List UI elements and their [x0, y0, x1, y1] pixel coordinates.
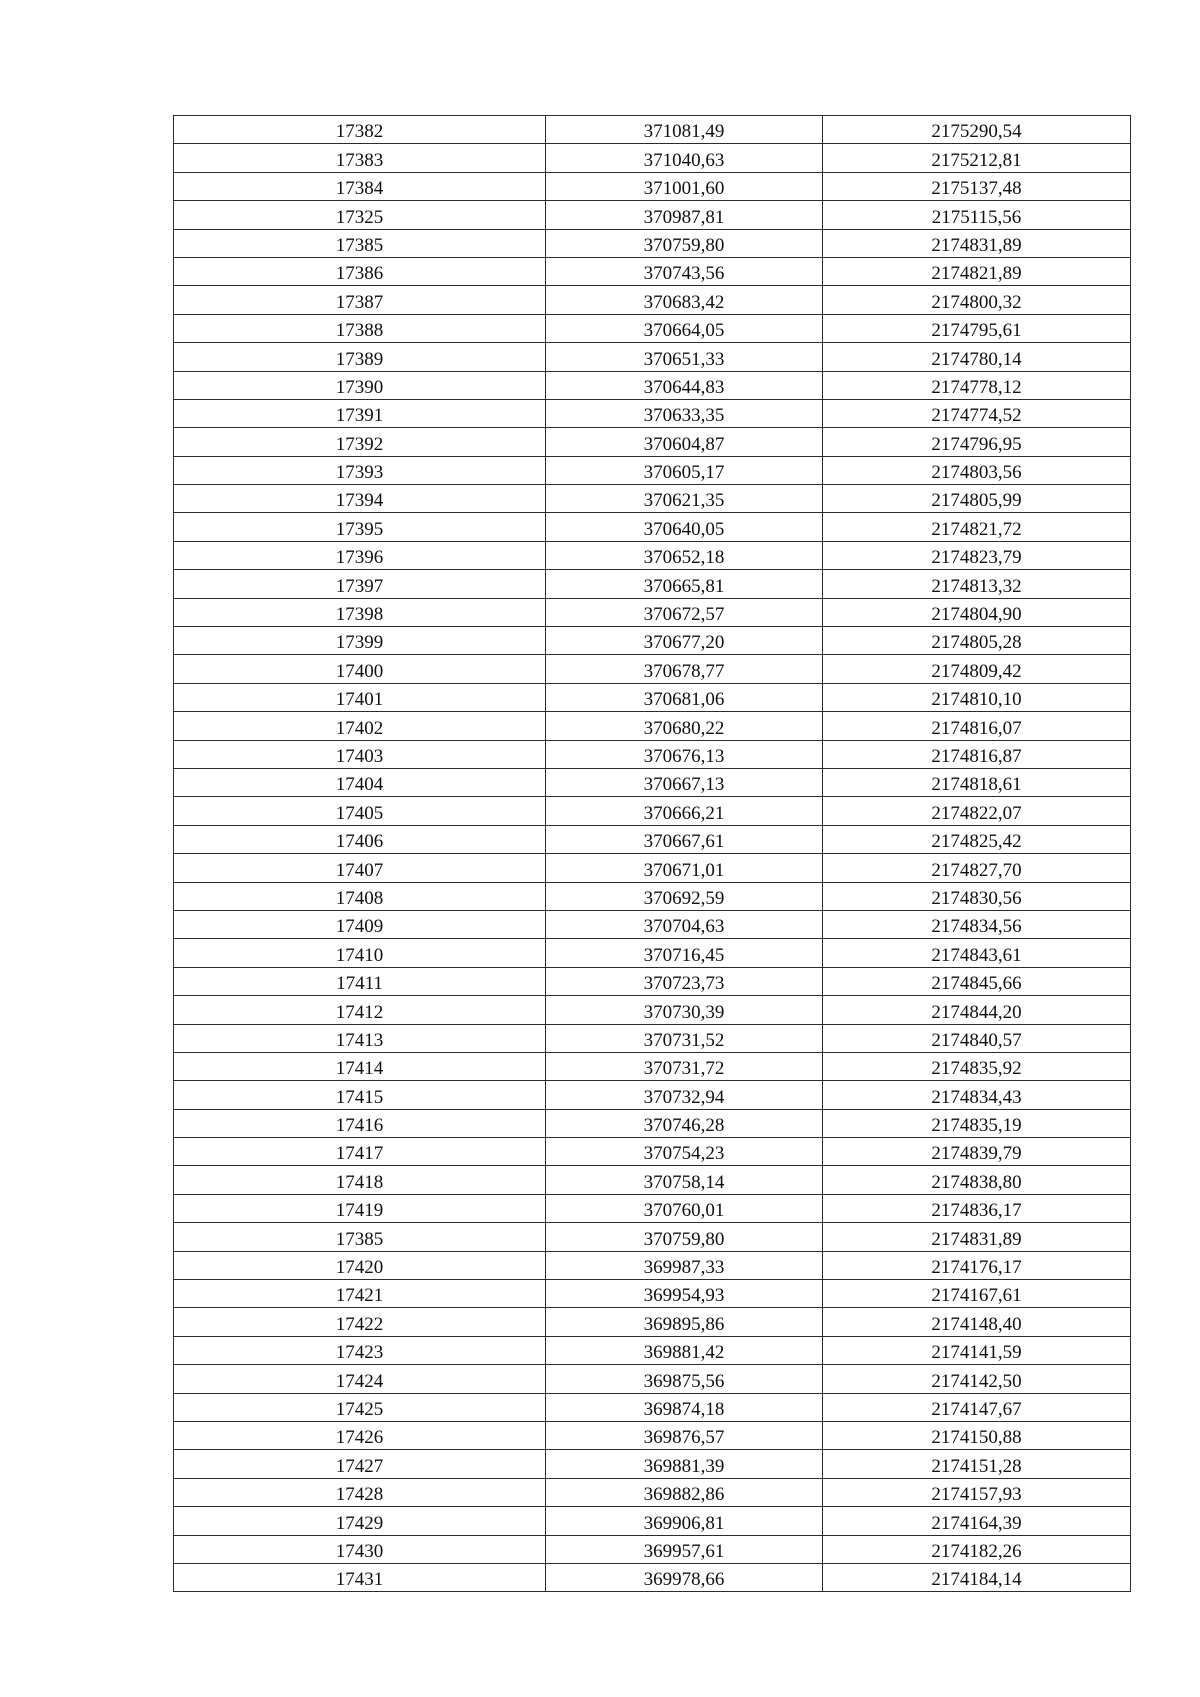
- y-coordinate-cell: 2174151,28: [823, 1450, 1131, 1478]
- point-number-cell: 17423: [174, 1336, 546, 1364]
- x-coordinate-cell: 369987,33: [546, 1251, 823, 1279]
- x-coordinate-cell: 370666,21: [546, 797, 823, 825]
- point-number-cell: 17411: [174, 967, 546, 995]
- table-row: [174, 116, 1131, 144]
- y-coordinate-cell: 2174795,61: [823, 314, 1131, 342]
- x-coordinate-cell: 369957,61: [546, 1535, 823, 1563]
- point-number-cell: 17431: [174, 1563, 546, 1591]
- x-coordinate-cell: 370671,01: [546, 854, 823, 882]
- table-row: [174, 1251, 1131, 1279]
- y-coordinate-cell: 2174821,89: [823, 257, 1131, 285]
- point-number-cell: 17407: [174, 854, 546, 882]
- point-number-cell: 17382: [174, 116, 546, 144]
- point-number-cell: 17385: [174, 229, 546, 257]
- table-row: [174, 201, 1131, 229]
- y-coordinate-cell: 2174800,32: [823, 286, 1131, 314]
- table-row: [174, 229, 1131, 257]
- x-coordinate-cell: 370760,01: [546, 1194, 823, 1222]
- point-number-cell: 17390: [174, 371, 546, 399]
- x-coordinate-cell: 370678,77: [546, 655, 823, 683]
- x-coordinate-cell: 370605,17: [546, 456, 823, 484]
- point-number-cell: 17418: [174, 1166, 546, 1194]
- y-coordinate-cell: 2174845,66: [823, 967, 1131, 995]
- x-coordinate-cell: 370716,45: [546, 939, 823, 967]
- point-number-cell: 17393: [174, 456, 546, 484]
- y-coordinate-cell: 2174835,19: [823, 1109, 1131, 1137]
- point-number-cell: 17412: [174, 996, 546, 1024]
- y-coordinate-cell: 2174148,40: [823, 1308, 1131, 1336]
- table-row: [174, 1081, 1131, 1109]
- y-coordinate-cell: 2174147,67: [823, 1393, 1131, 1421]
- point-number-cell: 17424: [174, 1365, 546, 1393]
- table-row: [174, 1535, 1131, 1563]
- point-number-cell: 17420: [174, 1251, 546, 1279]
- y-coordinate-cell: 2174804,90: [823, 598, 1131, 626]
- point-number-cell: 17425: [174, 1393, 546, 1421]
- x-coordinate-cell: 370677,20: [546, 627, 823, 655]
- table-row: [174, 1280, 1131, 1308]
- table-row: [174, 1393, 1131, 1421]
- x-coordinate-cell: 369954,93: [546, 1280, 823, 1308]
- x-coordinate-cell: 370644,83: [546, 371, 823, 399]
- point-number-cell: 17405: [174, 797, 546, 825]
- y-coordinate-cell: 2174844,20: [823, 996, 1131, 1024]
- table-row: [174, 456, 1131, 484]
- point-number-cell: 17427: [174, 1450, 546, 1478]
- y-coordinate-cell: 2174809,42: [823, 655, 1131, 683]
- x-coordinate-cell: 369874,18: [546, 1393, 823, 1421]
- table-row: [174, 996, 1131, 1024]
- point-number-cell: 17398: [174, 598, 546, 626]
- y-coordinate-cell: 2174167,61: [823, 1280, 1131, 1308]
- table-row: [174, 627, 1131, 655]
- table-row: [174, 257, 1131, 285]
- x-coordinate-cell: 369882,86: [546, 1478, 823, 1506]
- y-coordinate-cell: 2174141,59: [823, 1336, 1131, 1364]
- x-coordinate-cell: 369881,39: [546, 1450, 823, 1478]
- y-coordinate-cell: 2174843,61: [823, 939, 1131, 967]
- table-row: [174, 825, 1131, 853]
- table-row: [174, 1365, 1131, 1393]
- table-row: [174, 683, 1131, 711]
- x-coordinate-cell: 370731,52: [546, 1024, 823, 1052]
- x-coordinate-cell: 370633,35: [546, 399, 823, 427]
- point-number-cell: 17413: [174, 1024, 546, 1052]
- x-coordinate-cell: 370604,87: [546, 428, 823, 456]
- y-coordinate-cell: 2174796,95: [823, 428, 1131, 456]
- point-number-cell: 17404: [174, 768, 546, 796]
- y-coordinate-cell: 2174803,56: [823, 456, 1131, 484]
- table-row: [174, 428, 1131, 456]
- table-row: [174, 939, 1131, 967]
- point-number-cell: 17394: [174, 485, 546, 513]
- y-coordinate-cell: 2174834,43: [823, 1081, 1131, 1109]
- table-row: [174, 655, 1131, 683]
- table-row: [174, 1024, 1131, 1052]
- x-coordinate-cell: 370759,80: [546, 229, 823, 257]
- table-row: [174, 1109, 1131, 1137]
- y-coordinate-cell: 2174805,28: [823, 627, 1131, 655]
- y-coordinate-cell: 2174805,99: [823, 485, 1131, 513]
- y-coordinate-cell: 2174164,39: [823, 1507, 1131, 1535]
- table-row: [174, 1308, 1131, 1336]
- point-number-cell: 17401: [174, 683, 546, 711]
- x-coordinate-cell: 370676,13: [546, 740, 823, 768]
- table-row: [174, 570, 1131, 598]
- y-coordinate-cell: 2175137,48: [823, 172, 1131, 200]
- table-row: [174, 1507, 1131, 1535]
- y-coordinate-cell: 2174157,93: [823, 1478, 1131, 1506]
- y-coordinate-cell: 2174831,89: [823, 229, 1131, 257]
- y-coordinate-cell: 2174840,57: [823, 1024, 1131, 1052]
- table-row: [174, 1223, 1131, 1251]
- table-row: [174, 1138, 1131, 1166]
- y-coordinate-cell: 2174816,87: [823, 740, 1131, 768]
- point-number-cell: 17409: [174, 910, 546, 938]
- table-row: [174, 1421, 1131, 1449]
- point-number-cell: 17389: [174, 343, 546, 371]
- y-coordinate-cell: 2174182,26: [823, 1535, 1131, 1563]
- y-coordinate-cell: 2174822,07: [823, 797, 1131, 825]
- point-number-cell: 17410: [174, 939, 546, 967]
- x-coordinate-cell: 370731,72: [546, 1052, 823, 1080]
- x-coordinate-cell: 369978,66: [546, 1563, 823, 1591]
- x-coordinate-cell: 370680,22: [546, 712, 823, 740]
- y-coordinate-cell: 2174831,89: [823, 1223, 1131, 1251]
- coordinates-table-body: [174, 116, 1131, 1592]
- x-coordinate-cell: 369881,42: [546, 1336, 823, 1364]
- point-number-cell: 17417: [174, 1138, 546, 1166]
- table-row: [174, 513, 1131, 541]
- y-coordinate-cell: 2174810,10: [823, 683, 1131, 711]
- y-coordinate-cell: 2174184,14: [823, 1563, 1131, 1591]
- x-coordinate-cell: 370652,18: [546, 541, 823, 569]
- y-coordinate-cell: 2174176,17: [823, 1251, 1131, 1279]
- table-row: [174, 1166, 1131, 1194]
- point-number-cell: 17385: [174, 1223, 546, 1251]
- table-row: [174, 1478, 1131, 1506]
- table-row: [174, 172, 1131, 200]
- x-coordinate-cell: 370640,05: [546, 513, 823, 541]
- x-coordinate-cell: 369895,86: [546, 1308, 823, 1336]
- point-number-cell: 17399: [174, 627, 546, 655]
- point-number-cell: 17392: [174, 428, 546, 456]
- table-row: [174, 343, 1131, 371]
- table-row: [174, 144, 1131, 172]
- y-coordinate-cell: 2174825,42: [823, 825, 1131, 853]
- x-coordinate-cell: 371001,60: [546, 172, 823, 200]
- x-coordinate-cell: 370743,56: [546, 257, 823, 285]
- x-coordinate-cell: 370683,42: [546, 286, 823, 314]
- x-coordinate-cell: 370651,33: [546, 343, 823, 371]
- y-coordinate-cell: 2174818,61: [823, 768, 1131, 796]
- y-coordinate-cell: 2174816,07: [823, 712, 1131, 740]
- x-coordinate-cell: 370692,59: [546, 882, 823, 910]
- point-number-cell: 17386: [174, 257, 546, 285]
- table-row: [174, 967, 1131, 995]
- table-row: [174, 598, 1131, 626]
- point-number-cell: 17426: [174, 1421, 546, 1449]
- point-number-cell: 17384: [174, 172, 546, 200]
- x-coordinate-cell: 370704,63: [546, 910, 823, 938]
- y-coordinate-cell: 2174835,92: [823, 1052, 1131, 1080]
- y-coordinate-cell: 2174778,12: [823, 371, 1131, 399]
- x-coordinate-cell: 369906,81: [546, 1507, 823, 1535]
- table-row: [174, 740, 1131, 768]
- y-coordinate-cell: 2175290,54: [823, 116, 1131, 144]
- table-row: [174, 1450, 1131, 1478]
- table-row: [174, 1336, 1131, 1364]
- x-coordinate-cell: 370987,81: [546, 201, 823, 229]
- table-row: [174, 314, 1131, 342]
- point-number-cell: 17430: [174, 1535, 546, 1563]
- y-coordinate-cell: 2174774,52: [823, 399, 1131, 427]
- y-coordinate-cell: 2174834,56: [823, 910, 1131, 938]
- table-row: [174, 768, 1131, 796]
- x-coordinate-cell: 370672,57: [546, 598, 823, 626]
- point-number-cell: 17395: [174, 513, 546, 541]
- point-number-cell: 17400: [174, 655, 546, 683]
- point-number-cell: 17383: [174, 144, 546, 172]
- table-row: [174, 399, 1131, 427]
- table-row: [174, 485, 1131, 513]
- table-row: [174, 1052, 1131, 1080]
- point-number-cell: 17408: [174, 882, 546, 910]
- table-row: [174, 854, 1131, 882]
- point-number-cell: 17396: [174, 541, 546, 569]
- y-coordinate-cell: 2174142,50: [823, 1365, 1131, 1393]
- point-number-cell: 17415: [174, 1081, 546, 1109]
- point-number-cell: 17403: [174, 740, 546, 768]
- table-row: [174, 371, 1131, 399]
- point-number-cell: 17422: [174, 1308, 546, 1336]
- y-coordinate-cell: 2175115,56: [823, 201, 1131, 229]
- y-coordinate-cell: 2174827,70: [823, 854, 1131, 882]
- point-number-cell: 17387: [174, 286, 546, 314]
- x-coordinate-cell: 370667,13: [546, 768, 823, 796]
- point-number-cell: 17416: [174, 1109, 546, 1137]
- x-coordinate-cell: 370665,81: [546, 570, 823, 598]
- point-number-cell: 17406: [174, 825, 546, 853]
- x-coordinate-cell: 370754,23: [546, 1138, 823, 1166]
- x-coordinate-cell: 370681,06: [546, 683, 823, 711]
- point-number-cell: 17402: [174, 712, 546, 740]
- coordinates-table: [173, 115, 1131, 1592]
- table-row: [174, 797, 1131, 825]
- x-coordinate-cell: 370732,94: [546, 1081, 823, 1109]
- table-row: [174, 1194, 1131, 1222]
- y-coordinate-cell: 2174838,80: [823, 1166, 1131, 1194]
- x-coordinate-cell: 369875,56: [546, 1365, 823, 1393]
- x-coordinate-cell: 369876,57: [546, 1421, 823, 1449]
- point-number-cell: 17429: [174, 1507, 546, 1535]
- table-row: [174, 910, 1131, 938]
- y-coordinate-cell: 2174821,72: [823, 513, 1131, 541]
- table-row: [174, 882, 1131, 910]
- x-coordinate-cell: 370723,73: [546, 967, 823, 995]
- x-coordinate-cell: 370621,35: [546, 485, 823, 513]
- point-number-cell: 17388: [174, 314, 546, 342]
- x-coordinate-cell: 371081,49: [546, 116, 823, 144]
- y-coordinate-cell: 2174830,56: [823, 882, 1131, 910]
- point-number-cell: 17397: [174, 570, 546, 598]
- point-number-cell: 17391: [174, 399, 546, 427]
- y-coordinate-cell: 2174150,88: [823, 1421, 1131, 1449]
- x-coordinate-cell: 370667,61: [546, 825, 823, 853]
- y-coordinate-cell: 2174823,79: [823, 541, 1131, 569]
- x-coordinate-cell: 370758,14: [546, 1166, 823, 1194]
- x-coordinate-cell: 370730,39: [546, 996, 823, 1024]
- y-coordinate-cell: 2174836,17: [823, 1194, 1131, 1222]
- y-coordinate-cell: 2174813,32: [823, 570, 1131, 598]
- point-number-cell: 17414: [174, 1052, 546, 1080]
- point-number-cell: 17428: [174, 1478, 546, 1506]
- y-coordinate-cell: 2175212,81: [823, 144, 1131, 172]
- x-coordinate-cell: 370759,80: [546, 1223, 823, 1251]
- table-row: [174, 1563, 1131, 1591]
- x-coordinate-cell: 370746,28: [546, 1109, 823, 1137]
- x-coordinate-cell: 371040,63: [546, 144, 823, 172]
- table-row: [174, 712, 1131, 740]
- point-number-cell: 17325: [174, 201, 546, 229]
- x-coordinate-cell: 370664,05: [546, 314, 823, 342]
- point-number-cell: 17419: [174, 1194, 546, 1222]
- table-row: [174, 541, 1131, 569]
- y-coordinate-cell: 2174780,14: [823, 343, 1131, 371]
- table-row: [174, 286, 1131, 314]
- y-coordinate-cell: 2174839,79: [823, 1138, 1131, 1166]
- point-number-cell: 17421: [174, 1280, 546, 1308]
